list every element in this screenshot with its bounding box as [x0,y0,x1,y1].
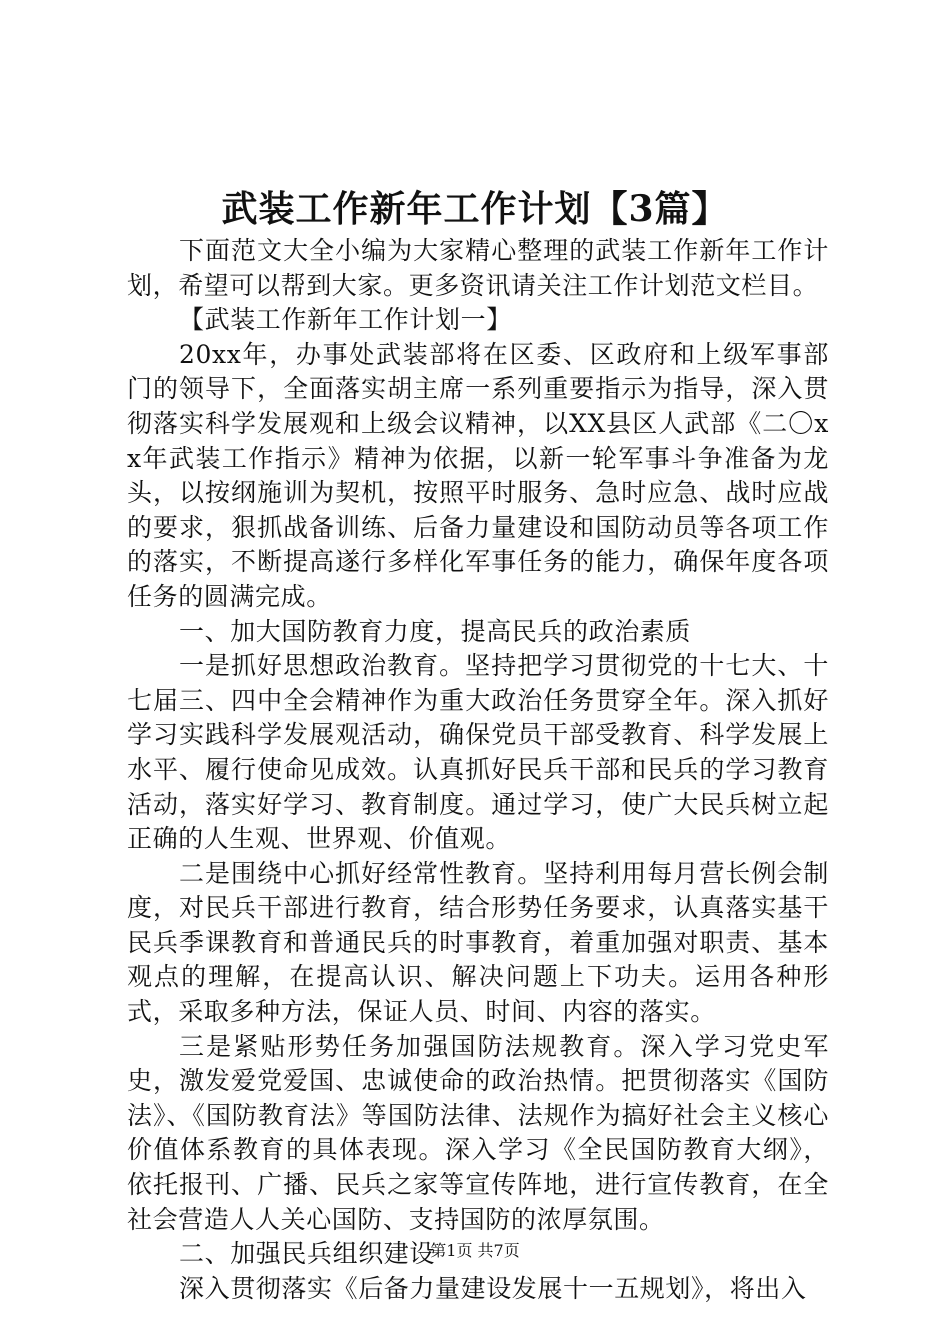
item-paragraph-3: 三是紧贴形势任务加强国防法规教育。深入学习党史军史，激发爱党爱国、忠诚使命的政治热情。把贯彻落实《国防法》、《国防教育法》等国防法律、法规作为搞好社会主义核心价值体系教育的具体表现。深入学习《全民国防教育大纲》，依托报刊、广播、民兵之家等宣传阵地，进行宣传教育，在全社会营造人人关心国防、支持国防的浓厚氛围。 [127,1031,829,1234]
page-footer: 第1页 共7页 [430,1241,520,1260]
document-title: 武装工作新年工作计划【3篇】 [221,188,729,230]
section-heading-2: 二、加强民兵组织建设 [179,1239,436,1269]
intro-paragraph: 下面范文大全小编为大家精心整理的武装工作新年工作计划，希望可以帮到大家。更多资讯请关注工作计划范文栏目。 [127,236,829,300]
item-paragraph-2: 二是围绕中心抓好经常性教育。坚持利用每月营长例会制度，对民兵干部进行教育，结合形势任务要求，认真落实基干民兵季课教育和普通民兵的时事教育，着重加强对职责、基本观点的理解，在提高认识、解决问题上下功夫。运用各种形式，采取多种方法，保证人员、时间、内容的落实。 [127,858,829,1027]
overview-paragraph: 20xx年，办事处武装部将在区委、区政府和上级军事部门的领导下，全面落实胡主席一系列重要指示为指导，深入贯彻落实科学发展观和上级会议精神，以XX县区人武部《二〇xx年武装工作指示》精神为依据，以新一轮军事斗争准备为龙头，以按纲施训为契机，按照平时服务、急时应急、战时应战的要求，狠抓战备训练、后备力量建设和国防动员等各项工作的落实，不断提高遂行多样化军事任务的能力，确保年度各项任务的圆满完成。 [127,339,829,611]
item-paragraph-1: 一是抓好思想政治教育。坚持把学习贯彻党的十七大、十七届三、四中全会精神作为重大政治任务贯穿全年。深入抓好学习实践科学发展观活动，确保党员干部受教育、科学发展上水平、履行使命见成效。认真抓好民兵干部和民兵的学习教育活动，落实好学习、教育制度。通过学习，使广大民兵树立起正确的人生观、世界观、价值观。 [127,651,829,854]
document-body [127,234,829,1306]
section-heading-plan-one: 【武装工作新年工作计划一】 [179,305,512,335]
continuation-paragraph: 深入贯彻落实《后备力量建设发展十一五规划》，将出入 [179,1273,807,1303]
section-heading-1: 一、加大国防教育力度，提高民兵的政治素质 [179,616,692,646]
